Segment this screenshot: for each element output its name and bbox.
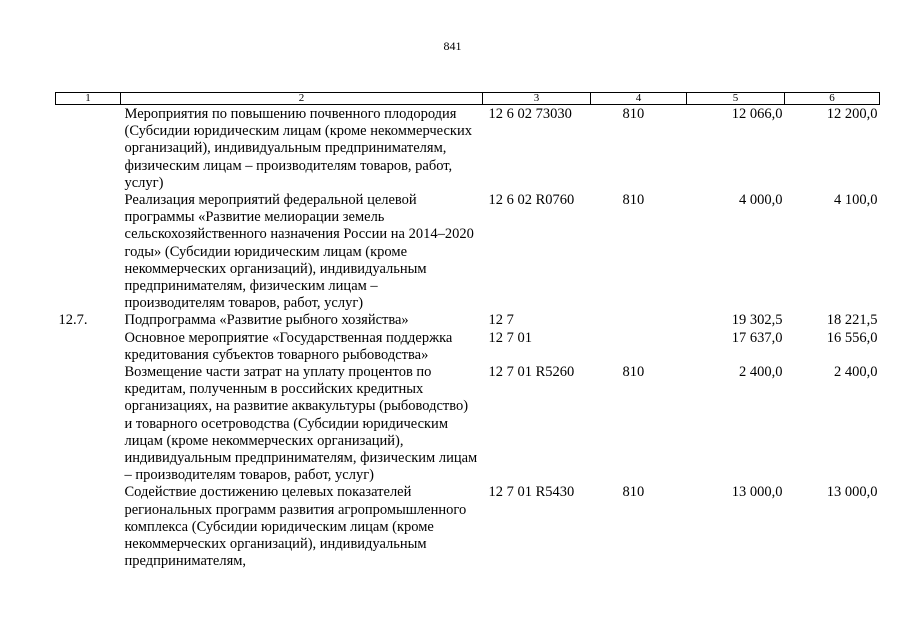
header-col-1: 1 [56, 93, 121, 105]
row-amount-year-1: 4 000,0 [739, 192, 783, 209]
row-name: Основное мероприятие «Государственная поддержка кредитования субъектов товарного рыбоводства» [124, 329, 453, 363]
row-amount-year-1: 13 000,0 [731, 484, 783, 501]
row-target-code: 12 7 [488, 312, 514, 329]
page-number: 841 [443, 39, 462, 53]
row-expense-type [591, 312, 687, 329]
row-expense-type [591, 330, 687, 364]
row-amount-year-2: 12 200,0 [826, 106, 878, 122]
row-number [56, 105, 121, 193]
header-col-5: 5 [687, 93, 785, 105]
header-row [56, 93, 880, 105]
row-amount-year-2: 16 556,0 [826, 329, 878, 346]
row-amount-year-2: 18 221,5 [826, 312, 878, 329]
header-col-6: 6 [785, 93, 880, 105]
row-target-code: 12 6 02 73030 [488, 106, 572, 122]
row-expense-type: 810 [622, 106, 645, 122]
table-row [56, 105, 880, 193]
row-number: 12.7. [58, 312, 88, 329]
row-expense-type: 810 [622, 484, 645, 501]
row-amount-year-1: 19 302,5 [731, 312, 783, 329]
table-body [56, 105, 880, 571]
row-amount-year-1: 12 066,0 [731, 106, 783, 122]
row-name: Мероприятия по повышению почвенного плодородия (Субсидии юридическим лицам (кроме некоммерческих организаций), индивидуальным предпринимателям, физическим лицам – производителям товаров, работ, услуг) [124, 106, 472, 191]
row-name: Содействие достижению целевых показателей региональных программ развития агропромышленного комплекса (Субсидии юридическим лицам (кроме некоммерческих организаций), индивидуальным предпринимателям, [124, 484, 467, 570]
header-col-4: 4 [591, 93, 687, 105]
row-amount-year-2: 2 400,0 [834, 364, 878, 381]
table-header [56, 93, 880, 105]
row-expense-type: 810 [622, 364, 645, 381]
row-number [56, 364, 121, 484]
table-row [56, 192, 880, 312]
budget-table [55, 92, 880, 570]
row-expense-type: 810 [622, 192, 645, 209]
row-name: Возмещение части затрат на уплату процентов по кредитам, полученным в российских кредитных организациях, на развитие аквакультуры (рыбоводство) и товарного осетроводства (Субсидии юридическим лицам (кроме некоммерческих организаций), индивидуальным предпринимателям, физическим лицам – производителям товаров, работ, услуг) [124, 364, 478, 484]
row-number [56, 192, 121, 312]
table-row [56, 312, 880, 329]
row-target-code: 12 7 01 R5430 [488, 484, 575, 501]
row-number [56, 484, 121, 570]
row-amount-year-1: 2 400,0 [739, 364, 783, 381]
table-row [56, 484, 880, 570]
row-target-code: 12 6 02 R0760 [488, 192, 575, 209]
row-amount-year-1: 17 637,0 [731, 329, 783, 346]
table-row [56, 364, 880, 484]
row-amount-year-2: 13 000,0 [826, 484, 878, 501]
table-row [56, 330, 880, 364]
row-amount-year-2: 4 100,0 [834, 192, 878, 209]
row-target-code: 12 7 01 [488, 329, 532, 346]
row-name: Подпрограмма «Развитие рыбного хозяйства» [124, 312, 409, 329]
row-number [56, 330, 121, 364]
header-col-3: 3 [483, 93, 591, 105]
row-target-code: 12 7 01 R5260 [488, 364, 575, 381]
row-name: Реализация мероприятий федеральной целевой программы «Развитие мелиорации земель сельскохозяйственного назначения России на 2014–2020 годы» (Субсидии юридическим лицам (кроме некоммерческих организаций), индивидуальным предпринимателям, физическим лицам – производителям товаров, работ, услуг) [124, 192, 474, 312]
header-col-2: 2 [121, 93, 483, 105]
